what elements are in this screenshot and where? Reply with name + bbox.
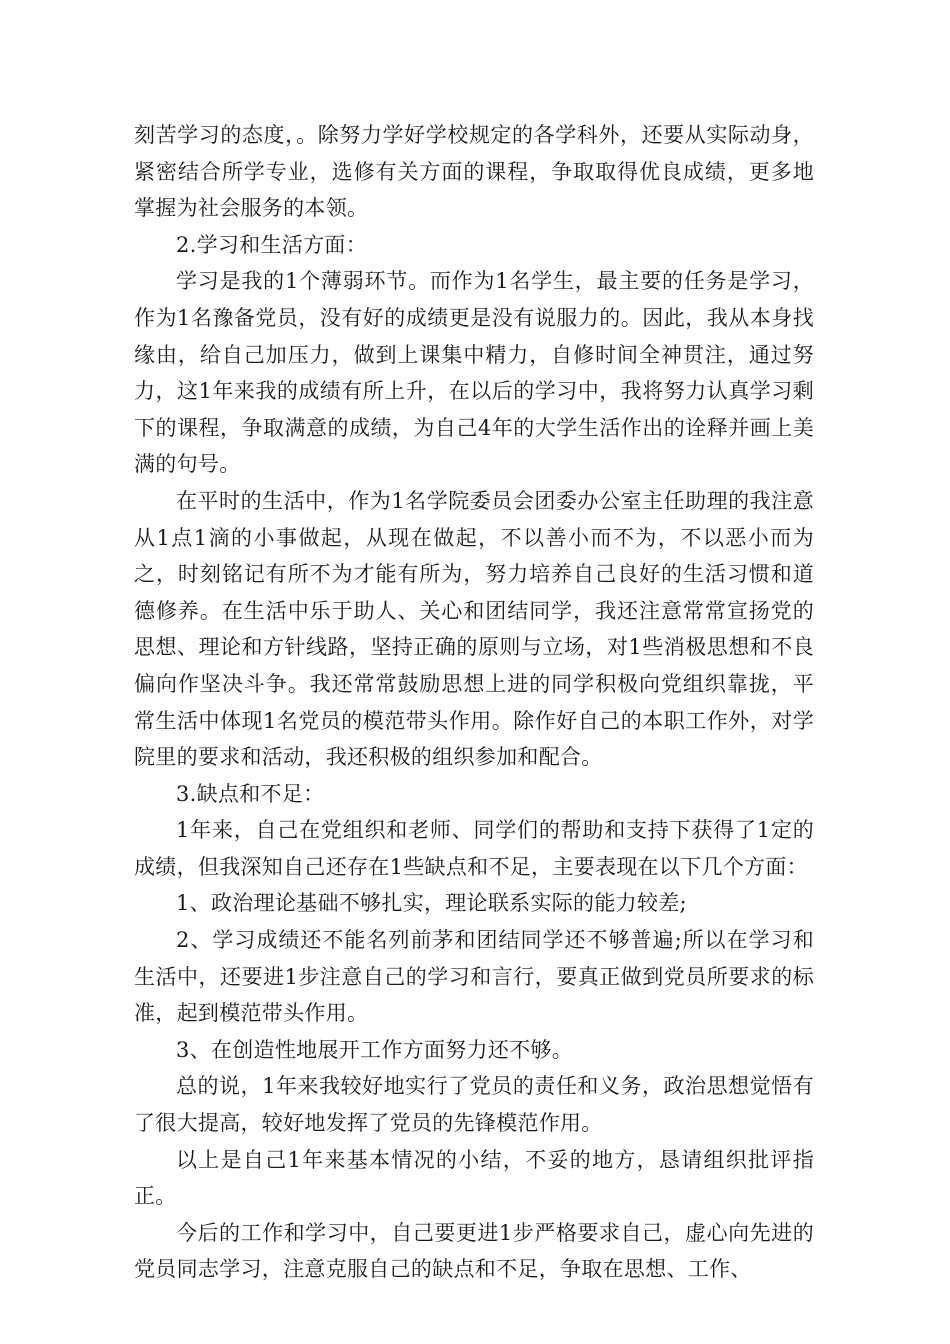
- paragraph-closing-request: 以上是自己1年来基本情况的小结，不妥的地方，恳请组织批评指正。: [134, 1147, 814, 1209]
- paragraph-study: 学习是我的1个薄弱环节。而作为1名学生，最主要的任务是学习，作为1名豫备党员，没有好的成绩更是没有说服力的。因此，我从本身找缘由，给自己加压力，做到上课集中精力，自修时间全神贯注，通过努力，这1年来我的成绩有所上升，在以后的学习中，我将努力认真学习剩下的课程，争取满意的成绩，为自己4年的大学生活作出的诠释并画上美满的句号。: [134, 269, 814, 477]
- paragraph-summary: 总的说，1年来我较好地实行了党员的责任和义务，政治思想觉悟有了很大提高，较好地发挥了党员的先锋模范作用。: [134, 1074, 814, 1136]
- section-heading-study-life: 2.学习和生活方面：: [176, 232, 368, 257]
- paragraph-daily-life: 在平时的生活中，作为1名学院委员会团委办公室主任助理的我注意从1点1滴的小事做起，从现在做起，不以善小而不为，不以恶小而为之，时刻铭记有所不为才能有所为，努力培养自己良好的生活习惯和道德修养。在生活中乐于助人、关心和团结同学，我还注意常常宣扬党的思想、理论和方针线路，坚持正确的原则与立场，对1些消极思想和不良偏向作坚决斗争。我还常常鼓励思想上进的同学积极向党组织靠拢，平常生活中体现1名党员的模范带头作用。除作好自己的本职工作外，对学院里的要求和活动，我还积极的组织参加和配合。: [134, 488, 814, 770]
- paragraph-future-plans: 今后的工作和学习中，自己要更进1步严格要求自己，虚心向先进的党员同志学习，注意克服自己的缺点和不足，争取在思想、工作、: [134, 1220, 814, 1282]
- document-body: [134, 117, 814, 1288]
- paragraph-shortcomings-intro: 1年来，自己在党组织和老师、同学们的帮助和支持下获得了1定的成绩，但我深知自己还存在1些缺点和不足，主要表现在以下几个方面：: [134, 818, 814, 879]
- paragraph-continued: 刻苦学习的态度，。除努力学好学校规定的各学科外，还要从实际动身，紧密结合所学专业，选修有关方面的课程，争取取得优良成绩，更多地掌握为社会服务的本领。: [134, 123, 814, 221]
- section-heading-shortcomings: 3.缺点和不足：: [176, 781, 325, 806]
- shortcoming-item-2: 2、学习成绩还不能名列前茅和团结同学还不够普遍;所以在学习和生活中，还要进1步注意自己的学习和言行，要真正做到党员所要求的标准，起到模范带头作用。: [134, 928, 814, 1026]
- shortcoming-item-3: 3、在创造性地展开工作方面努力还不够。: [176, 1037, 574, 1062]
- shortcoming-item-1: 1、政治理论基础不够扎实，理论联系实际的能力较差;: [176, 891, 687, 916]
